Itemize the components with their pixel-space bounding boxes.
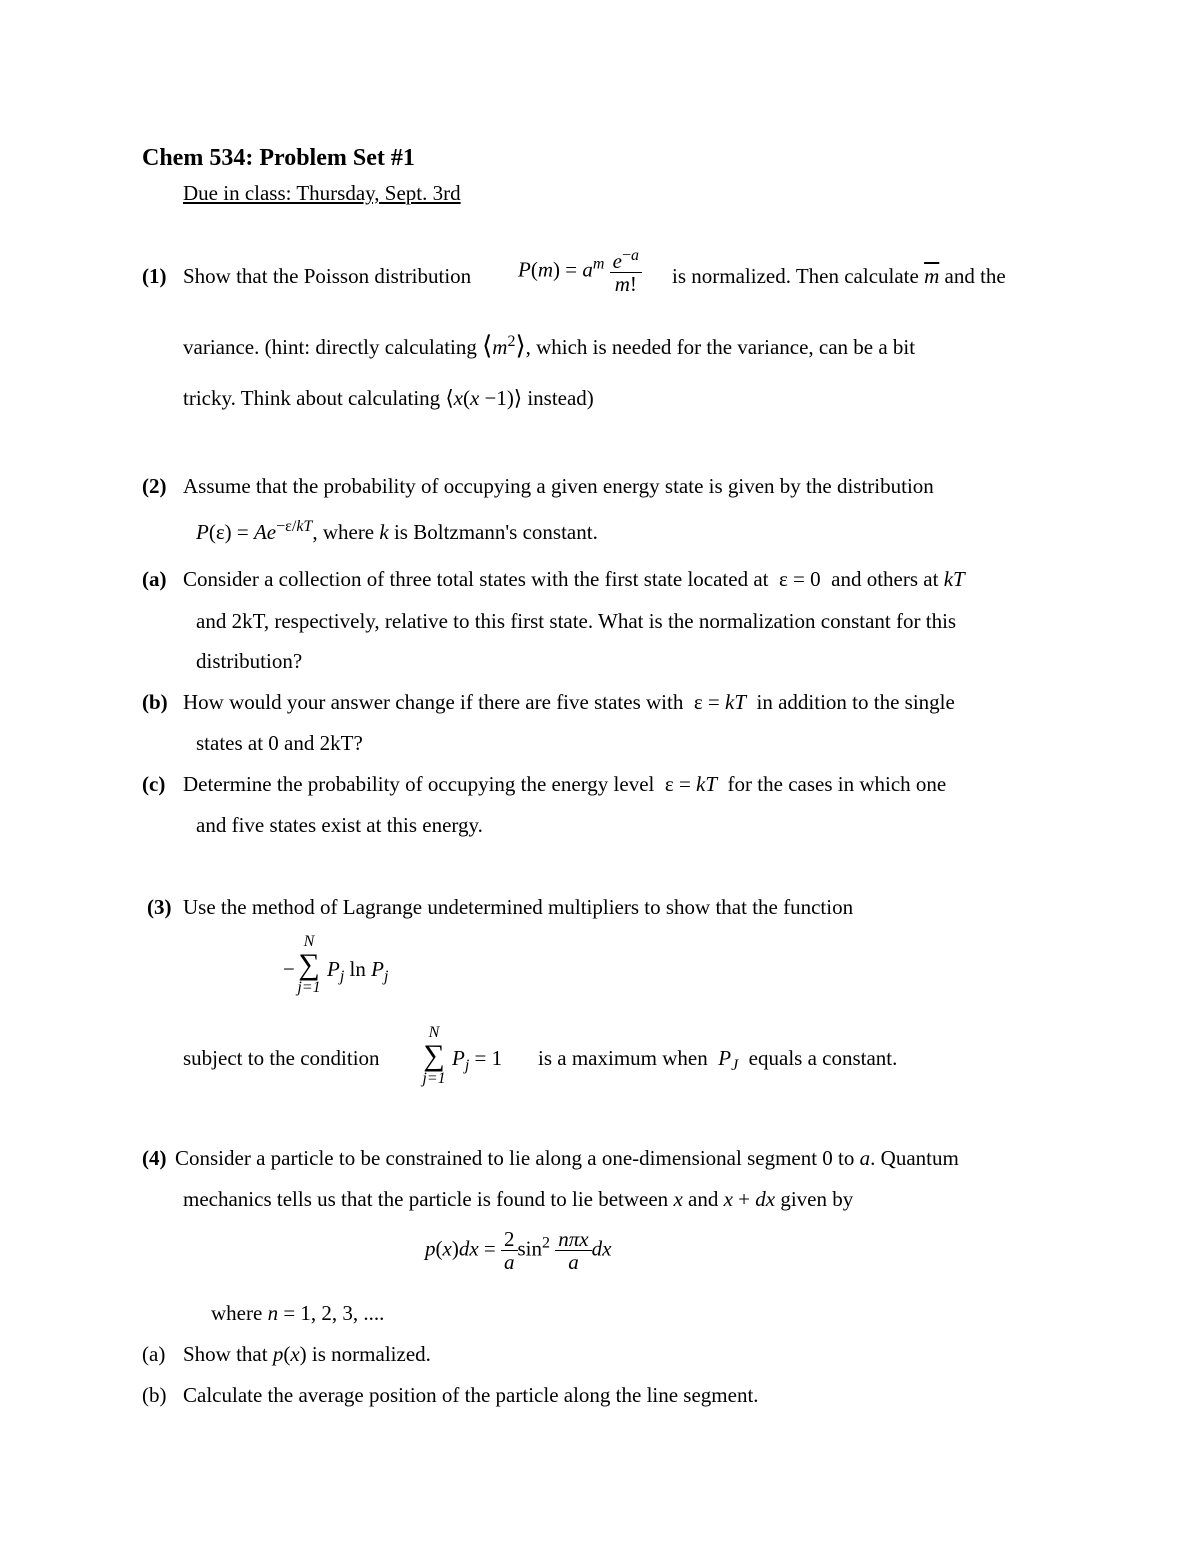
q4a-line: Show that p(x) is normalized. (183, 1342, 431, 1366)
q3-maximum-text: is a maximum when $P_J$ equals a constant. (538, 1046, 898, 1075)
q2a-line1: Consider a collection of three total states with the first state located at ε = 0 and others at kT (183, 567, 965, 591)
q2-formula-tail: , where (312, 520, 375, 544)
q2b-line1-end: in addition to the single (756, 690, 955, 714)
q3-label: (3) (147, 895, 172, 919)
normalization-condition: N ∑ j=1 $P_j = 1$ (422, 1024, 503, 1087)
q4-line2-text: mechanics tells us that the particle is found to lie between (183, 1187, 669, 1211)
q4-where: where (211, 1301, 263, 1325)
q2c-line1-text: Determine the probability of occupying the energy level (183, 772, 655, 796)
q2a-line3: distribution? (196, 649, 303, 673)
q2-formula-end: is Boltzmann's constant. (393, 520, 598, 544)
q4-where-line: where n = 1, 2, 3, .... (211, 1301, 385, 1325)
q4-line1-end: . Quantum (870, 1146, 959, 1170)
q2c-line1-end: for the cases in which one (727, 772, 947, 796)
q2a-label: (a) (142, 567, 167, 591)
q4-line2: mechanics tells us that the particle is found to lie between x and x + dx given by (183, 1187, 854, 1211)
q1-line1-text-b: is normalized. Then calculate (672, 264, 919, 288)
q3-cond-b: is a maximum when (538, 1046, 708, 1070)
q4-line1-a: a (859, 1146, 871, 1170)
q1-line2: variance. (hint: directly calculating $⟨m^2⟩$, which is needed for the variance, can be a bit (183, 331, 916, 360)
q1-line1-text-a: Show that the Poisson distribution (183, 264, 472, 288)
q1-label: (1) (142, 264, 167, 288)
due-date: Due in class: Thursday, Sept. 3rd (183, 181, 461, 205)
q1-line1-text-c: and the (944, 264, 1006, 288)
q2a-line1-text: Consider a collection of three total states with the first state located at (183, 567, 769, 591)
q2-label: (2) (142, 474, 167, 498)
q2c-line1: Determine the probability of occupying the energy level ε = kT for the cases in which one (183, 772, 947, 796)
q1-line2-text-b: , which is needed for the variance, can be a bit (525, 335, 916, 359)
q1-line3-text-b: instead) (527, 386, 594, 410)
q2b-line1: How would your answer change if there are five states with ε = kT in addition to the single (183, 690, 955, 714)
q2a-line1-end: and others at (831, 567, 939, 591)
probability-density-formula: p(x)dx = $\frac{2}{a}$ $\sin^2$ $\frac{\text{nπx}}{a}$ dx (425, 1227, 612, 1275)
q2-intro: Assume that the probability of occupying a given energy state is given by the distribution (183, 474, 934, 498)
q4b-label: (b) (142, 1383, 167, 1407)
entropy-function: − N ∑ j=1 $P_j$ $\ln P_j$ (283, 933, 389, 996)
q4-label: (4) (142, 1146, 167, 1170)
q1-line1 (183, 264, 471, 289)
q2b-line2: states at 0 and 2kT? (196, 731, 363, 755)
q4-where-vals: = 1, 2, 3, .... (283, 1301, 385, 1325)
q1-line3-text-a: tricky. Think about calculating (183, 386, 441, 410)
q3-cond-c: equals a constant. (748, 1046, 898, 1070)
q3-condition-text: subject to the condition (183, 1046, 380, 1070)
poisson-formula: $P(m) = a^m$ $\frac{e^{-a}}{m!}$ (518, 248, 642, 295)
q4a-label: (a) (142, 1342, 166, 1366)
q4b-text: Calculate the average position of the particle along the line segment. (183, 1383, 759, 1407)
q2b-label: (b) (142, 690, 168, 714)
document-title: Chem 534: Problem Set #1 (142, 145, 415, 171)
q2-formula-line: $P(\varepsilon) = Ae^{-\varepsilon/kT}$, where k is Boltzmann's constant. (196, 518, 598, 544)
q4-line1 (175, 1146, 959, 1171)
q4-line1-text: Consider a particle to be constrained to lie along a one-dimensional segment 0 to (175, 1146, 855, 1170)
q4a-text: Show that (183, 1342, 268, 1366)
q2-formula-k: k (379, 520, 389, 544)
q2a-line2: and 2kT, respectively, relative to this first state. What is the normalization constant for this (196, 609, 957, 633)
q3-intro: Use the method of Lagrange undetermined multipliers to show that the function (183, 895, 854, 919)
q4a-end: is normalized. (311, 1342, 431, 1366)
q1-line1-b: is normalized. Then calculate $\overline{m}$ and the (672, 264, 1006, 288)
q1-line3: tricky. Think about calculating ⟨x(x −1)⟩ instead) (183, 386, 594, 410)
q2c-label: (c) (142, 772, 166, 796)
q2c-line2: and five states exist at this energy. (196, 813, 483, 837)
q4-line2-end: given by (780, 1187, 854, 1211)
q1-line2-text-a: variance. (hint: directly calculating (183, 335, 477, 359)
q2b-line1-text: How would your answer change if there are five states with (183, 690, 684, 714)
